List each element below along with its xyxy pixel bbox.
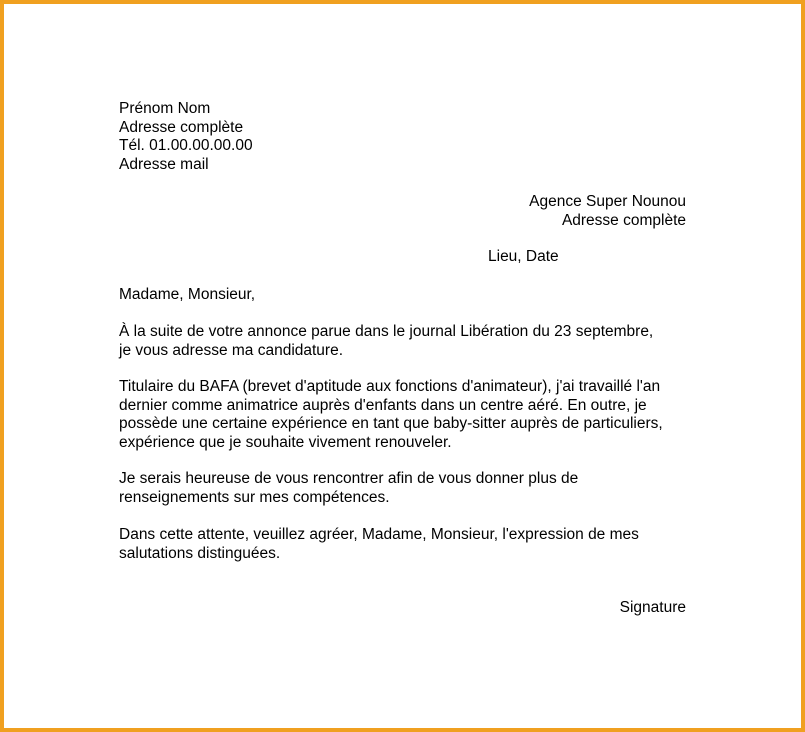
recipient-name: Agence Super Nounou [529, 193, 686, 210]
paragraph-line: Je serais heureuse de vous rencontrer afin de vous donner plus de [119, 470, 579, 487]
sender-name: Prénom Nom [119, 100, 211, 117]
recipient-block [529, 193, 686, 230]
paragraph-line: dernier comme animatrice auprès d'enfants dans un centre aéré. En outre, je [119, 396, 647, 414]
paragraph-line: renseignements sur mes compétences. [119, 488, 390, 506]
paragraph-application [119, 323, 653, 360]
sender-phone: Tél. 01.00.00.00.00 [119, 137, 253, 154]
paragraph-meeting [119, 470, 578, 507]
place-date: Lieu, Date [488, 248, 559, 265]
paragraph-line: expérience que je souhaite vivement renouveler. [119, 433, 452, 451]
salutation: Madame, Monsieur, [119, 286, 256, 303]
recipient-address: Adresse complète [561, 211, 686, 229]
paragraph-line: salutations distinguées. [119, 544, 281, 562]
paragraph-line: je vous adresse ma candidature. [119, 341, 344, 359]
paragraph-line: Dans cette attente, veuillez agréer, Madame, Monsieur, l'expression de mes [119, 526, 639, 543]
sender-block [119, 100, 253, 174]
paragraph-experience [119, 378, 663, 452]
signature: Signature [619, 599, 686, 616]
sender-email: Adresse mail [119, 155, 209, 173]
sender-address: Adresse complète [119, 118, 244, 136]
paragraph-line: À la suite de votre annonce parue dans le journal Libération du 23 septembre, [119, 323, 654, 340]
paragraph-line: possède une certaine expérience en tant que baby-sitter auprès de particuliers, [119, 415, 663, 432]
paragraph-closing [119, 526, 639, 563]
paragraph-line: Titulaire du BAFA (brevet d'aptitude aux fonctions d'animateur), j'ai travaillé l'an [119, 378, 661, 395]
